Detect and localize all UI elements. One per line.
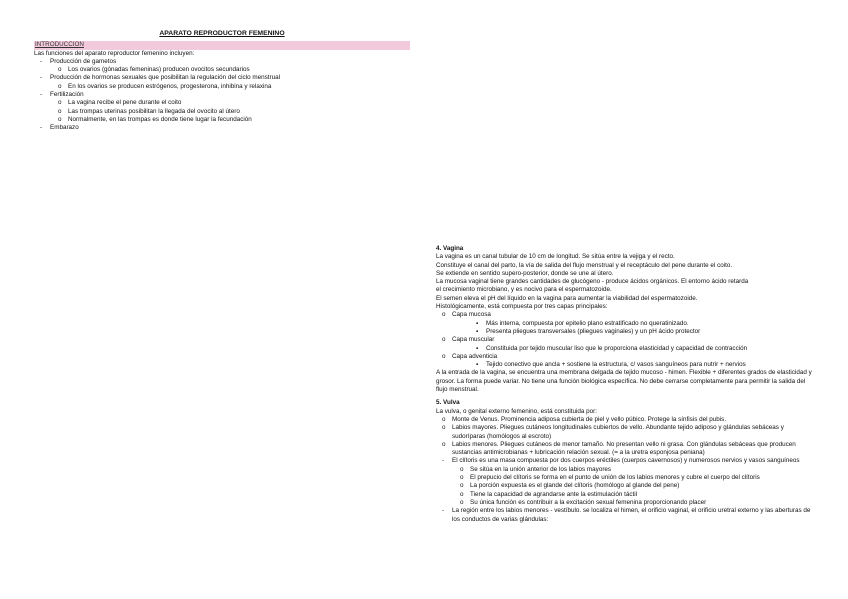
list-item: o Labios mayores. Pliegues cutáneos longitudinales cubiertos de vello. Abundante tejido adiposo y glándulas sebáceas y sudoríparas (homólogos al escroto) [442,424,784,440]
paragraph: Constituye el canal del parto, la vía de salida del flujo menstrual y el receptáculo del pene durante el coito. [436,261,733,269]
document-title: APARATO REPRODUCTOR FEMENINO [159,30,285,37]
intro-lead: Las funciones del aparato reproductor femenino incluyen: [34,49,195,57]
list-item: o Se sitúa en la unión anterior de los labios mayores [460,465,612,473]
paragraph: La vulva, o genital externo femenino, está constituida por: [436,407,598,415]
list-item: ▪ Más interna, compuesta por epitelio plano estratificado no queratinizado. [476,319,689,327]
paragraph: La mucosa vaginal tiene grandes cantidades de glucógeno - produce ácidos orgánicos. El entorno ácido retarda [436,278,749,286]
list-item: - La región entre los labios menores - vestíbulo. se localiza el himen, el orificio vaginal, el orificio uretral externo y las aberturas de los conductos de varias glándulas: [442,507,811,523]
list-item: o Los ovarios (gónadas femeninas) producen ovocitos secundarios [58,66,250,74]
paragraph: El semen eleva el pH del líquido en la vagina para aumentar la viabilidad del espermatozoide. [436,294,698,302]
right-column [436,240,818,524]
paragraph: A la entrada de la vagina, se encuentra una membrana delgada de tejido mucoso - himen. Flexible + diferentes grados de elasticidad y grosor. La forma puede variar. No tiene una función biológica específica. No debe cerrarse completamente para permitir la salida del flujo menstrual. [436,369,812,394]
list-item: - Producción de hormonas sexuales que posibilitan la regulación del ciclo menstrual [40,74,280,82]
list-item: o Su única función es contribuir a la excitación sexual femenina proporcionando placer [460,498,707,506]
list-item: o La vagina recibe el pene durante el coito [58,99,182,107]
left-column [34,30,410,133]
list-item: - Producción de gametos [40,57,117,65]
list-item: - Fertilización [40,91,84,99]
section-heading-vulva: 5. Vulva [436,399,460,407]
list-item: o El prepucio del clítoris se forma en el punto de unión de los labios menores y cubre el cuerpo del clítoris [460,474,760,482]
list-item: o Capa mucosa [442,311,491,319]
paragraph: La vagina es un canal tubular de 10 cm de longitud. Se sitúa entre la vejiga y el recto. [436,253,675,261]
list-item: ▪ Constituida por tejido muscular liso que le proporciona elasticidad y capacidad de contracción [476,344,748,352]
list-item: - El clítoris es una masa compuesta por dos cuerpos eréctiles (cuerpos cavernosos) y numerosos nervios y vasos sanguíneos [442,457,800,465]
list-item: - Embarazo [40,124,79,132]
list-item: o Tiene la capacidad de agrandarse ante la estimulación táctil [460,490,638,498]
list-item: ▪ Presenta pliegues transversales (pliegues vaginales) y un pH ácido protector [476,327,701,335]
list-item: o Labios menores. Pliegues cutáneos de menor tamaño. No presentan vello ni grasa. Con glándulas sebáceas que producen sustancias antimicrobianas + lubricación relación sexual. (= a la uretra esponjosa peniana) [442,440,796,457]
list-item: o Monte de Venus. Prominencia adiposa cubierta de piel y vello púbico. Protege la sínfisis del pubis. [442,415,727,423]
list-item: o En los ovarios se producen estrógenos, progesterona, inhibina y relaxina [58,82,272,90]
list-item: o La porción expuesta es el glande del clítoris (homólogo al glande del pene) [460,482,680,490]
list-item: o Capa muscular [442,336,495,344]
intro-heading: INTRODUCCIÓN [34,41,410,49]
paragraph: Se extiende en sentido supero-posterior, donde se une al útero. [436,269,614,277]
section-heading-vagina: 4. Vagina [436,245,464,252]
paragraph: el crecimiento microbiano, y es nocivo para el espermatozoide. [436,286,612,294]
list-item: ▪ Tejido conectivo que ancla + sostiene la estructura, c/ vasos sanguíneos para nutrir + nervios [476,361,746,369]
list-item: o Capa adventicia [442,352,498,360]
list-item: o Las trompas uterinas posibilitan la llegada del ovocito al útero [58,107,240,115]
list-item: o Normalmente, en las trompas es donde tiene lugar la fecundación [58,115,252,123]
paragraph: Histológicamente, está compuesta por tres capas principales: [436,303,608,311]
